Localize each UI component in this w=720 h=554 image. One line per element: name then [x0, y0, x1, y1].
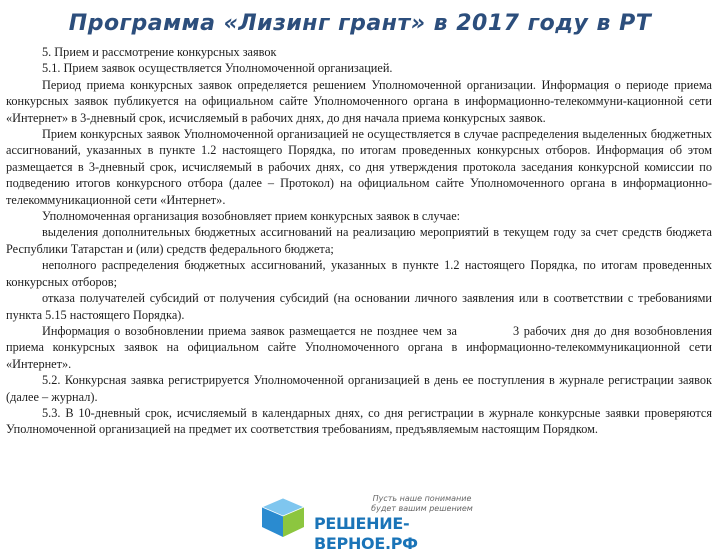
resume-info-part-2: 3 рабочих дня до дня возобновления приема конкурсных заявок на официальном сайте Уполномоченного органа в информационно-телекоммуникационной сети «Интернет». — [6, 323, 712, 371]
paragraph-partial-distribution: неполного распределения бюджетных ассигнований, указанных в пункте 1.2 настоящего Порядка, по итогам проведенных конкурсных отборов; — [6, 258, 712, 289]
site-logo — [0, 494, 720, 553]
section-heading: 5. Прием и рассмотрение конкурсных заявок — [42, 45, 277, 59]
paragraph-subsidy-refusal: отказа получателей субсидий от получения субсидий (на основании личного заявления или в соответствии с требованиями пункта 5.15 настоящего Порядка). — [6, 291, 712, 322]
paragraph-additional-allocations: выделения дополнительных бюджетных ассигнований на реализацию мероприятий в текущем году за счет средств бюджета Республики Татарстан и (или) средств федерального бюджета; — [6, 225, 712, 256]
document-body — [6, 44, 712, 438]
logo-site-name: РЕШЕНИЕ-ВЕРНОЕ.РФ — [314, 514, 418, 553]
slogan-line-2: будет вашим решением — [371, 504, 473, 513]
paragraph-5-3: 5.3. В 10-дневный срок, исчисляемый в календарных днях, со дня регистрации в журнале конкурсные заявки проверяются Уполномоченной организацией на предмет их соответствия требованиям, предъявляемым настоящим Порядком. — [6, 405, 712, 437]
paragraph-5-1: 5.1. Прием заявок осуществляется Уполномоченной организацией. — [42, 61, 393, 76]
paragraph-resume-info — [6, 323, 712, 372]
paragraph-reception-period: Период приема конкурсных заявок определяется решением Уполномоченной организации. Информация о периоде приема конкурсных заявок публикуется на официальном сайте Уполномоченного органа в информационно-телекоммуни-кационной сети «Интернет» в 3-дневный срок, исчисляемый в рабочих днях, до дня начала приема конкурсных заявок. — [6, 77, 712, 125]
cube-logo-icon — [258, 496, 308, 538]
slogan-line-1: Пусть наше понимание — [372, 494, 472, 503]
resume-info-part-1: Информация о возобновлении приема заявок размещается не позднее чем за — [42, 323, 457, 338]
paragraph-resume-reception: Уполномоченная организация возобновляет прием конкурсных заявок в случае: — [42, 209, 461, 224]
logo-slogan — [322, 494, 522, 514]
slide-title: Программа «Лизинг грант» в 2017 году в РТ — [68, 11, 652, 36]
paragraph-reception-not-performed: Прием конкурсных заявок Уполномоченной организацией не осуществляется в случае распределения выделенных бюджетных ассигнований, указанных в пункте 1.2 настоящего Порядка, по итогам проведенных конкурсных отборов. Информация об этом размещается в 3-дневный срок, исчисляемый в рабочих днях, со дня утверждения протокола заседания конкурсной комиссии по подведению итогов конкурсного отбора (далее – Протокол) на официальном сайте Уполномоченного органа в информационно-телекоммуникационной сети «Интернет». — [6, 127, 712, 207]
paragraph-5-2: 5.2. Конкурсная заявка регистрируется Уполномоченной организацией в день ее поступления в журнале регистрации заявок (далее – журнал). — [6, 373, 712, 404]
